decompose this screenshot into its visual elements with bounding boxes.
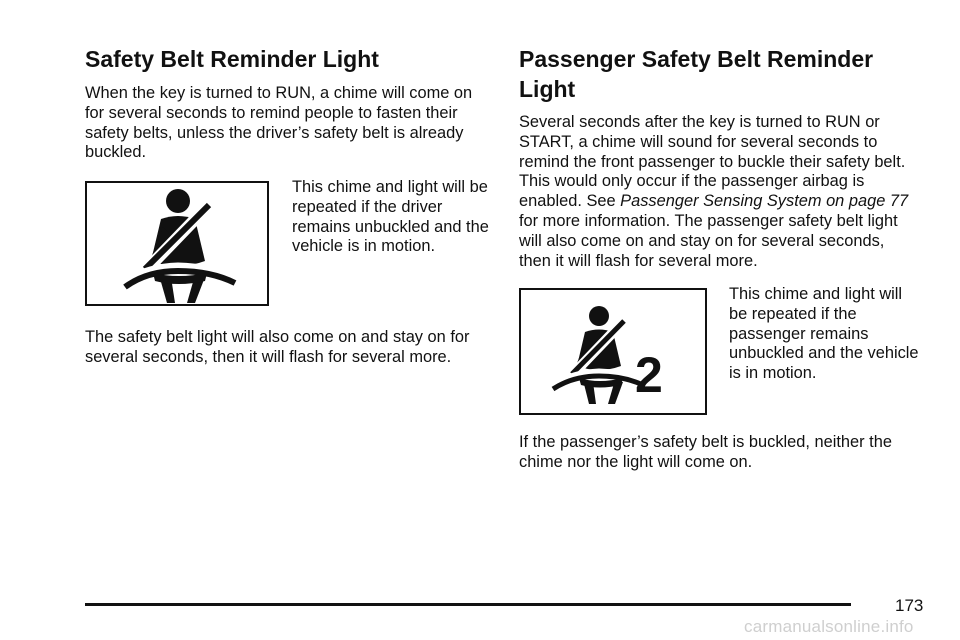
passenger-intro-part2: for more information. The passenger safety belt light will also come on and stay on for several seconds, then it will flash for several more. xyxy=(519,211,898,270)
page-number: 173 xyxy=(895,596,924,615)
seatbelt-person-icon xyxy=(87,183,267,304)
passenger-seatbelt-icon xyxy=(521,290,705,413)
passenger-safety-belt-caption: This chime and light will be repeated if the passenger remains unbuckled and the vehicle is in motion. xyxy=(729,285,919,383)
passenger-outro-text: If the passenger’s safety belt is buckled, neither the chime nor the light will come on. xyxy=(519,433,892,471)
passenger-intro-part1: Several seconds after the key is turned to RUN or START, a chime will sound for several seconds to remind the front passenger to buckle their safety belt. This would only occur if the passenger airbag is enabled. See xyxy=(519,113,906,211)
safety-belt-intro-text: When the key is turned to RUN, a chime will come on for several seconds to remind people to fasten their safety belts, unless the driver’s safety belt is already buckled. xyxy=(85,84,473,162)
passenger-seat-number: 2 xyxy=(635,347,663,403)
footer-rule xyxy=(85,603,851,606)
passenger-sensing-reference-link[interactable]: Passenger Sensing System on page 77 xyxy=(620,192,909,211)
passenger-intro-text xyxy=(519,113,919,271)
safety-belt-reminder-title: Safety Belt Reminder Light xyxy=(85,46,379,72)
passenger-safety-belt-title: Passenger Safety Belt Reminder Light xyxy=(519,46,874,102)
safety-belt-outro-text: The safety belt light will also come on and stay on for several seconds, then it will flash for several more. xyxy=(85,328,470,366)
safety-belt-caption: This chime and light will be repeated if the driver remains unbuckled and the vehicle is in motion. xyxy=(292,178,489,256)
passenger-safety-belt-figure xyxy=(519,288,707,415)
safety-belt-figure xyxy=(85,181,269,306)
watermark: carmanualsonline.info xyxy=(744,617,914,636)
